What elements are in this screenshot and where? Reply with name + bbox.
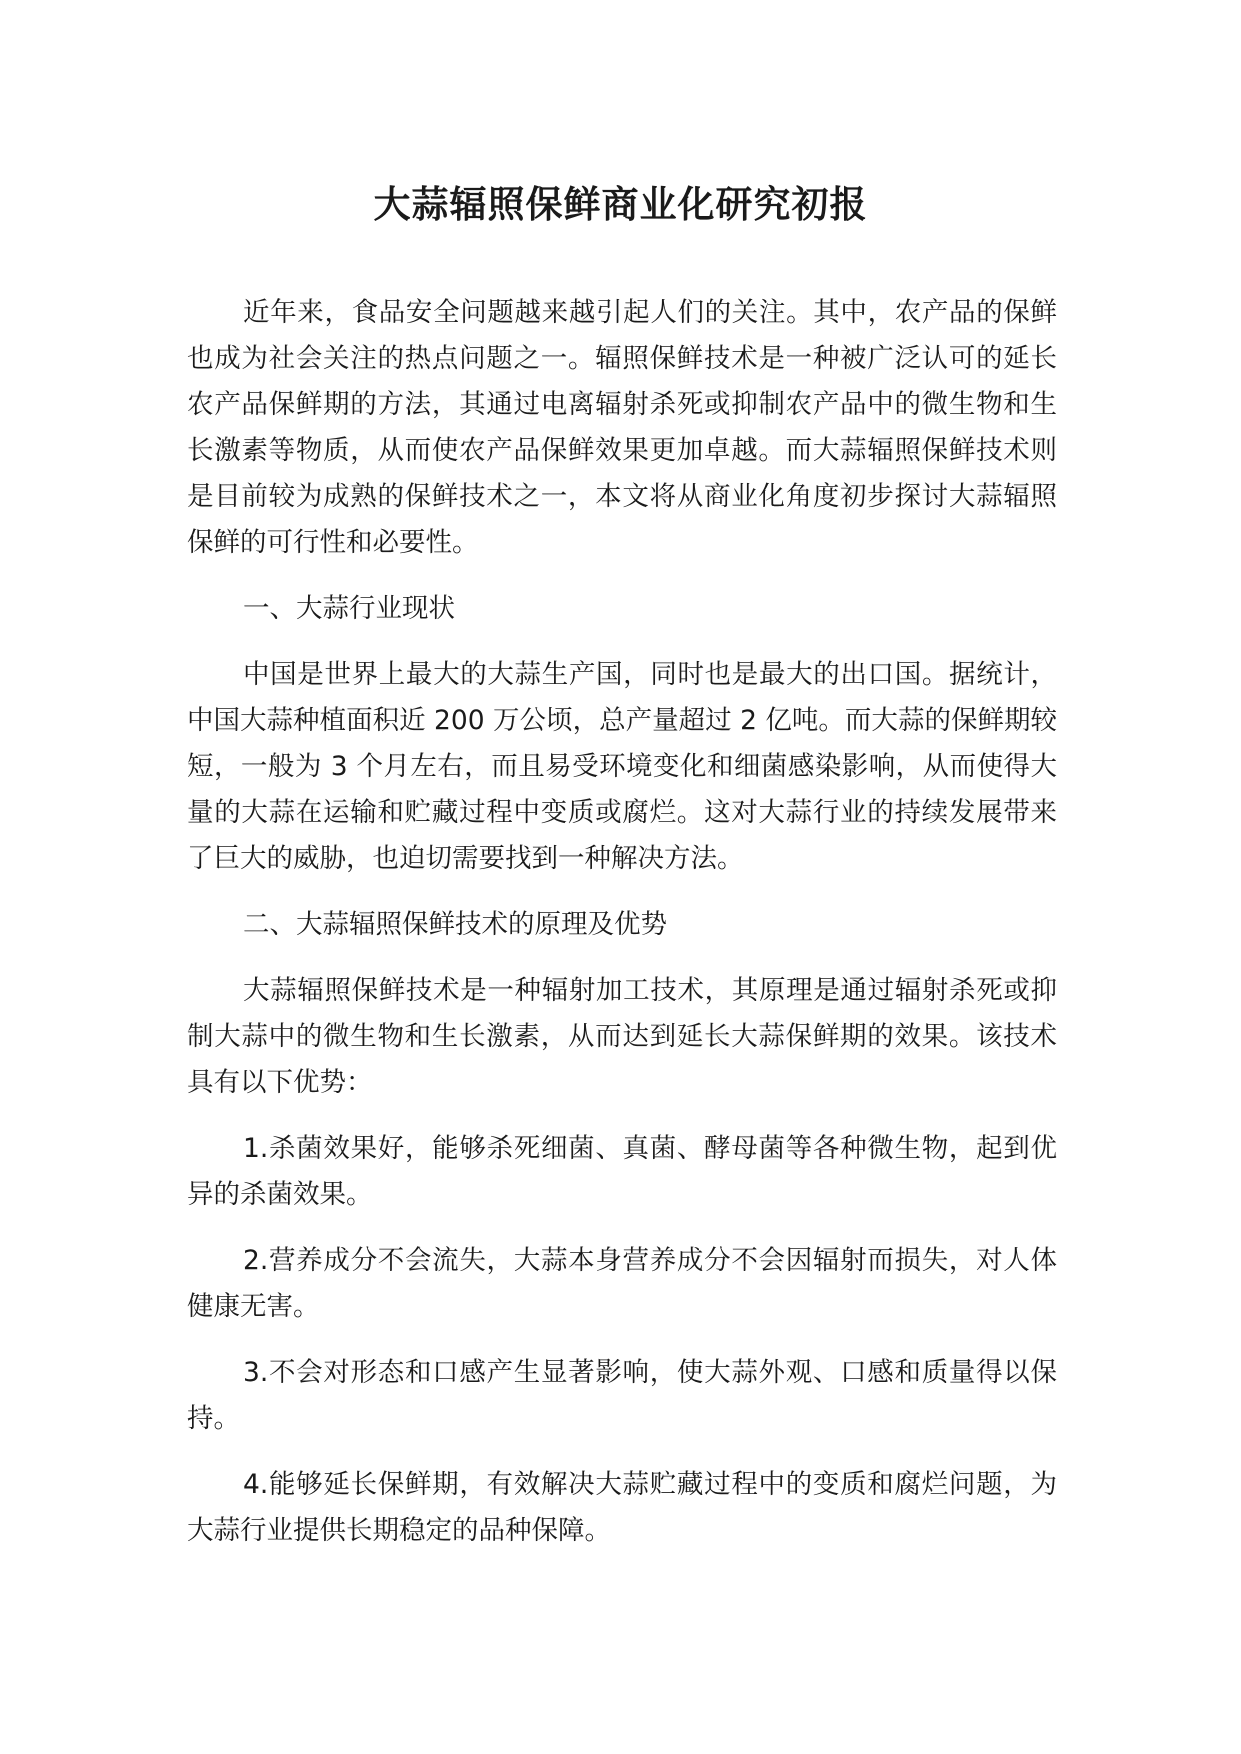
intro-paragraph: 近年来，食品安全问题越来越引起人们的关注。其中，农产品的保鲜也成为社会关注的热点问题之一。辐照保鲜技术是一种被广泛认可的延长农产品保鲜期的方法，其通过电离辐射杀死或抑制农产品中的微生物和生长激素等物质，从而使农产品保鲜效果更加卓越。而大蒜辐照保鲜技术则是目前较为成熟的保鲜技术之一，本文将从商业化角度初步探讨大蒜辐照保鲜的可行性和必要性。 (187, 297, 1057, 558)
document-body (187, 290, 1057, 1574)
advantage-item-1: 1.杀菌效果好，能够杀死细菌、真菌、酵母菌等各种微生物，起到优异的杀菌效果。 (187, 1133, 1057, 1210)
page-title: 大蒜辐照保鲜商业化研究初报 (373, 183, 868, 226)
industry-status-paragraph: 中国是世界上最大的大蒜生产国，同时也是最大的出口国。据统计，中国大蒜种植面积近 200 万公顷，总产量超过 2 亿吨。而大蒜的保鲜期较短，一般为 3 个月左右，而且易受环境变化和细菌感染影响，从而使得大量的大蒜在运输和贮藏过程中变质或腐烂。这对大蒜行业的持续发展带来了巨大的威胁，也迫切需要找到一种解决方法。 (187, 659, 1057, 874)
advantage-item-4: 4.能够延长保鲜期，有效解决大蒜贮藏过程中的变质和腐烂问题，为大蒜行业提供长期稳定的品种保障。 (187, 1469, 1057, 1546)
section-heading-principle-advantages: 二、大蒜辐照保鲜技术的原理及优势 (243, 909, 667, 940)
section-heading-industry-status: 一、大蒜行业现状 (243, 593, 455, 624)
advantage-item-2: 2.营养成分不会流失，大蒜本身营养成分不会因辐射而损失，对人体健康无害。 (187, 1245, 1057, 1322)
advantage-item-3: 3.不会对形态和口感产生显著影响，使大蒜外观、口感和质量得以保持。 (187, 1357, 1057, 1434)
principle-paragraph: 大蒜辐照保鲜技术是一种辐射加工技术，其原理是通过辐射杀死或抑制大蒜中的微生物和生长激素，从而达到延长大蒜保鲜期的效果。该技术具有以下优势： (187, 975, 1057, 1098)
